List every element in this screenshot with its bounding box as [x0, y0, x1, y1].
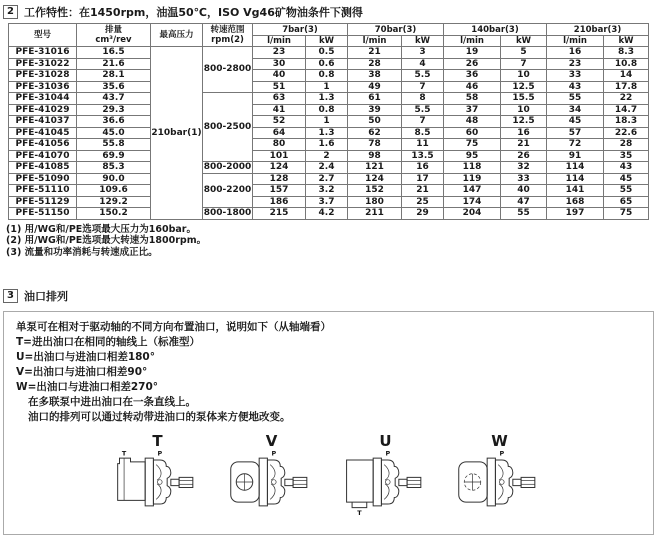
section3-title: 油口排列: [23, 290, 68, 303]
cell-value: 4.2: [306, 208, 348, 220]
speed-label: 转速范围: [210, 25, 245, 35]
cell-value: 7: [501, 58, 547, 70]
section2-header: [0, 0, 657, 23]
cell-value: 75: [604, 208, 649, 220]
cell-value: 1.6: [306, 139, 348, 151]
cell-displacement: 29.3: [77, 104, 151, 116]
footnote-line: (2) 用/WG和/PE选项最大转速为1800rpm。: [6, 235, 207, 246]
cell-value: 52: [253, 116, 306, 128]
cell-value: 98: [348, 150, 402, 162]
pump-diagram-V: [222, 433, 322, 515]
cell-speed-range: 800-2500: [203, 93, 253, 162]
pump-diagram-U: [336, 433, 436, 515]
cell-value: 14: [604, 70, 649, 82]
table-row: [9, 150, 649, 162]
table-row: [9, 127, 649, 139]
cell-value: 5.5: [402, 104, 444, 116]
col-header-displacement: [77, 24, 151, 47]
cell-model: PFE-51090: [9, 173, 77, 185]
table-row: [9, 58, 649, 70]
cell-model: PFE-51129: [9, 196, 77, 208]
cell-value: 72: [547, 139, 604, 151]
cell-displacement: 36.6: [77, 116, 151, 128]
port-description-line: V=出油口与进油口相差90°: [16, 366, 148, 378]
cell-value: 124: [253, 162, 306, 174]
cell-value: 41: [253, 104, 306, 116]
cell-displacement: 28.1: [77, 70, 151, 82]
cell-model: PFE-31022: [9, 58, 77, 70]
cell-value: 55: [547, 93, 604, 105]
cell-model: PFE-31016: [9, 47, 77, 59]
cell-value: 147: [444, 185, 501, 197]
col-header-max-pressure: 最高压力: [151, 24, 203, 47]
cell-value: 25: [402, 196, 444, 208]
spec-table-body: [9, 47, 649, 220]
section3-number: 3: [3, 289, 18, 303]
cell-value: 78: [348, 139, 402, 151]
diagram-title: U: [379, 432, 392, 450]
cell-value: 141: [547, 185, 604, 197]
cell-value: 17.8: [604, 81, 649, 93]
col-header-7bar: 7bar(3): [253, 24, 348, 36]
cell-value: 58: [444, 93, 501, 105]
cell-value: 48: [444, 116, 501, 128]
table-row: [9, 139, 649, 151]
cell-value: 28: [604, 139, 649, 151]
section2-number: 2: [3, 5, 18, 19]
col-header-70bar: 70bar(3): [348, 24, 444, 36]
cell-value: 5.5: [402, 70, 444, 82]
cell-value: 2.4: [306, 162, 348, 174]
cell-value: 23: [253, 47, 306, 59]
header-row-groups: [9, 24, 649, 36]
subheader-power: kW: [501, 36, 547, 47]
cell-speed-range: 800-2000: [203, 162, 252, 172]
cell-value: 10: [501, 70, 547, 82]
cell-value: 30: [253, 58, 306, 70]
subheader-flow: l/min: [547, 36, 604, 47]
cell-value: 37: [444, 104, 501, 116]
table-row: [9, 81, 649, 93]
cell-value: 3: [402, 47, 444, 59]
cell-value: 33: [547, 70, 604, 82]
cell-displacement: 16.5: [77, 47, 151, 59]
table-row: [9, 208, 649, 220]
port-label: P: [384, 449, 390, 458]
cell-model: PFE-41070: [9, 150, 77, 162]
cell-value: 152: [348, 185, 402, 197]
cell-value: 1.3: [306, 127, 348, 139]
footnotes: [6, 224, 657, 259]
cell-value: 10: [501, 104, 547, 116]
cell-model: PFE-31036: [9, 81, 77, 93]
subheader-flow: l/min: [253, 36, 306, 47]
cell-value: 38: [348, 70, 402, 82]
cell-value: 5: [501, 47, 547, 59]
cell-value: 16: [402, 162, 444, 174]
cell-value: 61: [348, 93, 402, 105]
cell-value: 211: [348, 208, 402, 220]
port-description-line: 在多联泵中进出油口在一条直线上。: [28, 396, 196, 408]
port-arrangement-box: [3, 311, 654, 535]
cell-max-pressure: 210bar(1): [151, 47, 203, 220]
col-header-speed-range: [203, 24, 253, 47]
cell-value: 174: [444, 196, 501, 208]
port-label: P: [156, 449, 162, 458]
col-header-210bar: 210bar(3): [547, 24, 649, 36]
cell-model: PFE-31028: [9, 70, 77, 82]
cell-value: 12.5: [501, 116, 547, 128]
port-label: P: [270, 449, 276, 458]
cell-value: 45: [547, 116, 604, 128]
table-row: [9, 70, 649, 82]
cell-model: PFE-51150: [9, 208, 77, 220]
cell-value: 0.8: [306, 104, 348, 116]
pump-diagram-T: [108, 433, 208, 515]
cell-displacement: 150.2: [77, 208, 151, 220]
port-text: [16, 320, 641, 425]
port-description-line: W=出油口与进油口相差270°: [16, 381, 159, 393]
cell-value: 95: [444, 150, 501, 162]
table-row: [9, 93, 649, 105]
cell-value: 180: [348, 196, 402, 208]
subheader-power: kW: [402, 36, 444, 47]
subheader-power: kW: [604, 36, 649, 47]
cell-value: 0.8: [306, 70, 348, 82]
cell-value: 45: [604, 173, 649, 185]
cell-value: 21: [402, 185, 444, 197]
cell-value: 32: [501, 162, 547, 174]
section2-title: 工作特性：在1450rpm，油温50℃，ISO Vg46矿物油条件下测得: [23, 6, 363, 19]
table-row: [9, 162, 649, 174]
cell-value: 4: [402, 58, 444, 70]
cell-speed-range: 800-2200: [203, 173, 253, 208]
cell-value: 11: [402, 139, 444, 151]
cell-value: 50: [348, 116, 402, 128]
cell-value: 119: [444, 173, 501, 185]
cell-value: 1.3: [306, 93, 348, 105]
cell-value: 91: [547, 150, 604, 162]
displacement-label: 排量: [104, 25, 122, 35]
cell-value: 7: [402, 81, 444, 93]
table-row: [9, 185, 649, 197]
cell-speed-range: 800-1800: [203, 208, 252, 218]
cell-value: 51: [253, 81, 306, 93]
cell-value: 101: [253, 150, 306, 162]
cell-value: 8.5: [402, 127, 444, 139]
cell-value: 75: [444, 139, 501, 151]
port-description-line: 单泵可在相对于驱动轴的不同方向布置油口，说明如下（从轴端看）: [16, 321, 331, 333]
displacement-unit: cm³/rev: [95, 35, 132, 45]
cell-value: 22: [604, 93, 649, 105]
port-description-line: T=进出油口在相同的轴线上（标准型）: [16, 336, 200, 348]
cell-value: 114: [547, 162, 604, 174]
cell-value: 14.7: [604, 104, 649, 116]
pump-drawing-icon: [338, 449, 434, 515]
cell-model: PFE-41085: [9, 162, 77, 174]
table-row: [9, 196, 649, 208]
cell-value: 204: [444, 208, 501, 220]
cell-value: 34: [547, 104, 604, 116]
cell-value: 40: [501, 185, 547, 197]
cell-value: 47: [501, 196, 547, 208]
table-row: [9, 47, 649, 59]
cell-value: 8: [402, 93, 444, 105]
cell-value: 43: [604, 162, 649, 174]
port-label: P: [498, 449, 504, 458]
cell-model: PFE-31044: [9, 93, 77, 105]
cell-value: 197: [547, 208, 604, 220]
cell-value: 0.5: [306, 47, 348, 59]
cell-value: 12.5: [501, 81, 547, 93]
cell-displacement: 109.6: [77, 185, 151, 197]
cell-value: 55: [501, 208, 547, 220]
cell-value: 1: [306, 81, 348, 93]
cell-value: 17: [402, 173, 444, 185]
cell-value: 2: [306, 150, 348, 162]
cell-model: PFE-41029: [9, 104, 77, 116]
cell-value: 23: [547, 58, 604, 70]
pump-drawing-icon: [224, 449, 320, 515]
cell-value: 64: [253, 127, 306, 139]
pump-diagram-W: [450, 433, 550, 515]
pump-drawing-icon: [452, 449, 548, 515]
cell-value: 215: [253, 208, 306, 220]
cell-value: 124: [348, 173, 402, 185]
diagram-title: W: [491, 432, 508, 450]
cell-value: 65: [604, 196, 649, 208]
cell-value: 13.5: [402, 150, 444, 162]
cell-value: 22.6: [604, 127, 649, 139]
cell-value: 3.7: [306, 196, 348, 208]
diagram-title: V: [265, 432, 278, 450]
cell-value: 118: [444, 162, 501, 174]
cell-value: 8.3: [604, 47, 649, 59]
footnote-line: (1) 用/WG和/PE选项最大压力为160bar。: [6, 223, 196, 235]
cell-value: 21: [501, 139, 547, 151]
diagram-title: T: [152, 432, 163, 450]
cell-value: 0.6: [306, 58, 348, 70]
cell-value: 49: [348, 81, 402, 93]
cell-value: 114: [547, 173, 604, 185]
cell-value: 60: [444, 127, 501, 139]
cell-value: 57: [547, 127, 604, 139]
cell-model: PFE-51110: [9, 185, 77, 197]
cell-value: 186: [253, 196, 306, 208]
cell-value: 157: [253, 185, 306, 197]
port-description-line: 油口的排列可以通过转动带进油口的泵体来方便地改变。: [28, 411, 291, 423]
table-row: [9, 173, 649, 185]
cell-value: 43: [547, 81, 604, 93]
cell-model: PFE-41056: [9, 139, 77, 151]
cell-value: 62: [348, 127, 402, 139]
speed-unit: rpm(2): [211, 35, 244, 45]
cell-displacement: 55.8: [77, 139, 151, 151]
cell-value: 63: [253, 93, 306, 105]
cell-model: PFE-41045: [9, 127, 77, 139]
cell-value: 1: [306, 116, 348, 128]
port-label: T: [356, 509, 362, 515]
cell-value: 40: [253, 70, 306, 82]
section3-header: [0, 284, 657, 307]
pump-diagrams: [16, 433, 641, 515]
cell-value: 121: [348, 162, 402, 174]
cell-displacement: 90.0: [77, 173, 151, 185]
cell-value: 19: [444, 47, 501, 59]
cell-value: 128: [253, 173, 306, 185]
table-row: [9, 116, 649, 128]
spec-table: [8, 23, 649, 220]
subheader-power: kW: [306, 36, 348, 47]
cell-value: 39: [348, 104, 402, 116]
cell-value: 15.5: [501, 93, 547, 105]
cell-value: 28: [348, 58, 402, 70]
footnote-line: (3) 流量和功率消耗与转速成正比。: [6, 246, 158, 258]
cell-displacement: 45.0: [77, 127, 151, 139]
cell-value: 46: [444, 81, 501, 93]
port-description-line: U=出油口与进油口相差180°: [16, 351, 155, 363]
cell-value: 10.8: [604, 58, 649, 70]
col-header-model: 型号: [9, 24, 77, 47]
cell-value: 16: [501, 127, 547, 139]
cell-displacement: 85.3: [77, 162, 151, 174]
subheader-flow: l/min: [348, 36, 402, 47]
cell-value: 2.7: [306, 173, 348, 185]
cell-value: 26: [501, 150, 547, 162]
cell-value: 36: [444, 70, 501, 82]
cell-displacement: 21.6: [77, 58, 151, 70]
cell-value: 29: [402, 208, 444, 220]
cell-value: 80: [253, 139, 306, 151]
cell-speed-range: 800-2800: [203, 47, 253, 93]
cell-value: 33: [501, 173, 547, 185]
subheader-flow: l/min: [444, 36, 501, 47]
cell-value: 3.2: [306, 185, 348, 197]
table-row: [9, 104, 649, 116]
cell-value: 7: [402, 116, 444, 128]
cell-value: 35: [604, 150, 649, 162]
port-label: T: [121, 449, 126, 458]
cell-value: 18.3: [604, 116, 649, 128]
cell-value: 55: [604, 185, 649, 197]
cell-displacement: 69.9: [77, 150, 151, 162]
cell-value: 168: [547, 196, 604, 208]
cell-model: PFE-41037: [9, 116, 77, 128]
cell-displacement: 43.7: [77, 93, 151, 105]
cell-displacement: 35.6: [77, 81, 151, 93]
cell-value: 16: [547, 47, 604, 59]
cell-value: 21: [348, 47, 402, 59]
cell-displacement: 129.2: [77, 196, 151, 208]
pump-drawing-icon: [110, 449, 206, 515]
col-header-140bar: 140bar(3): [444, 24, 547, 36]
cell-value: 26: [444, 58, 501, 70]
